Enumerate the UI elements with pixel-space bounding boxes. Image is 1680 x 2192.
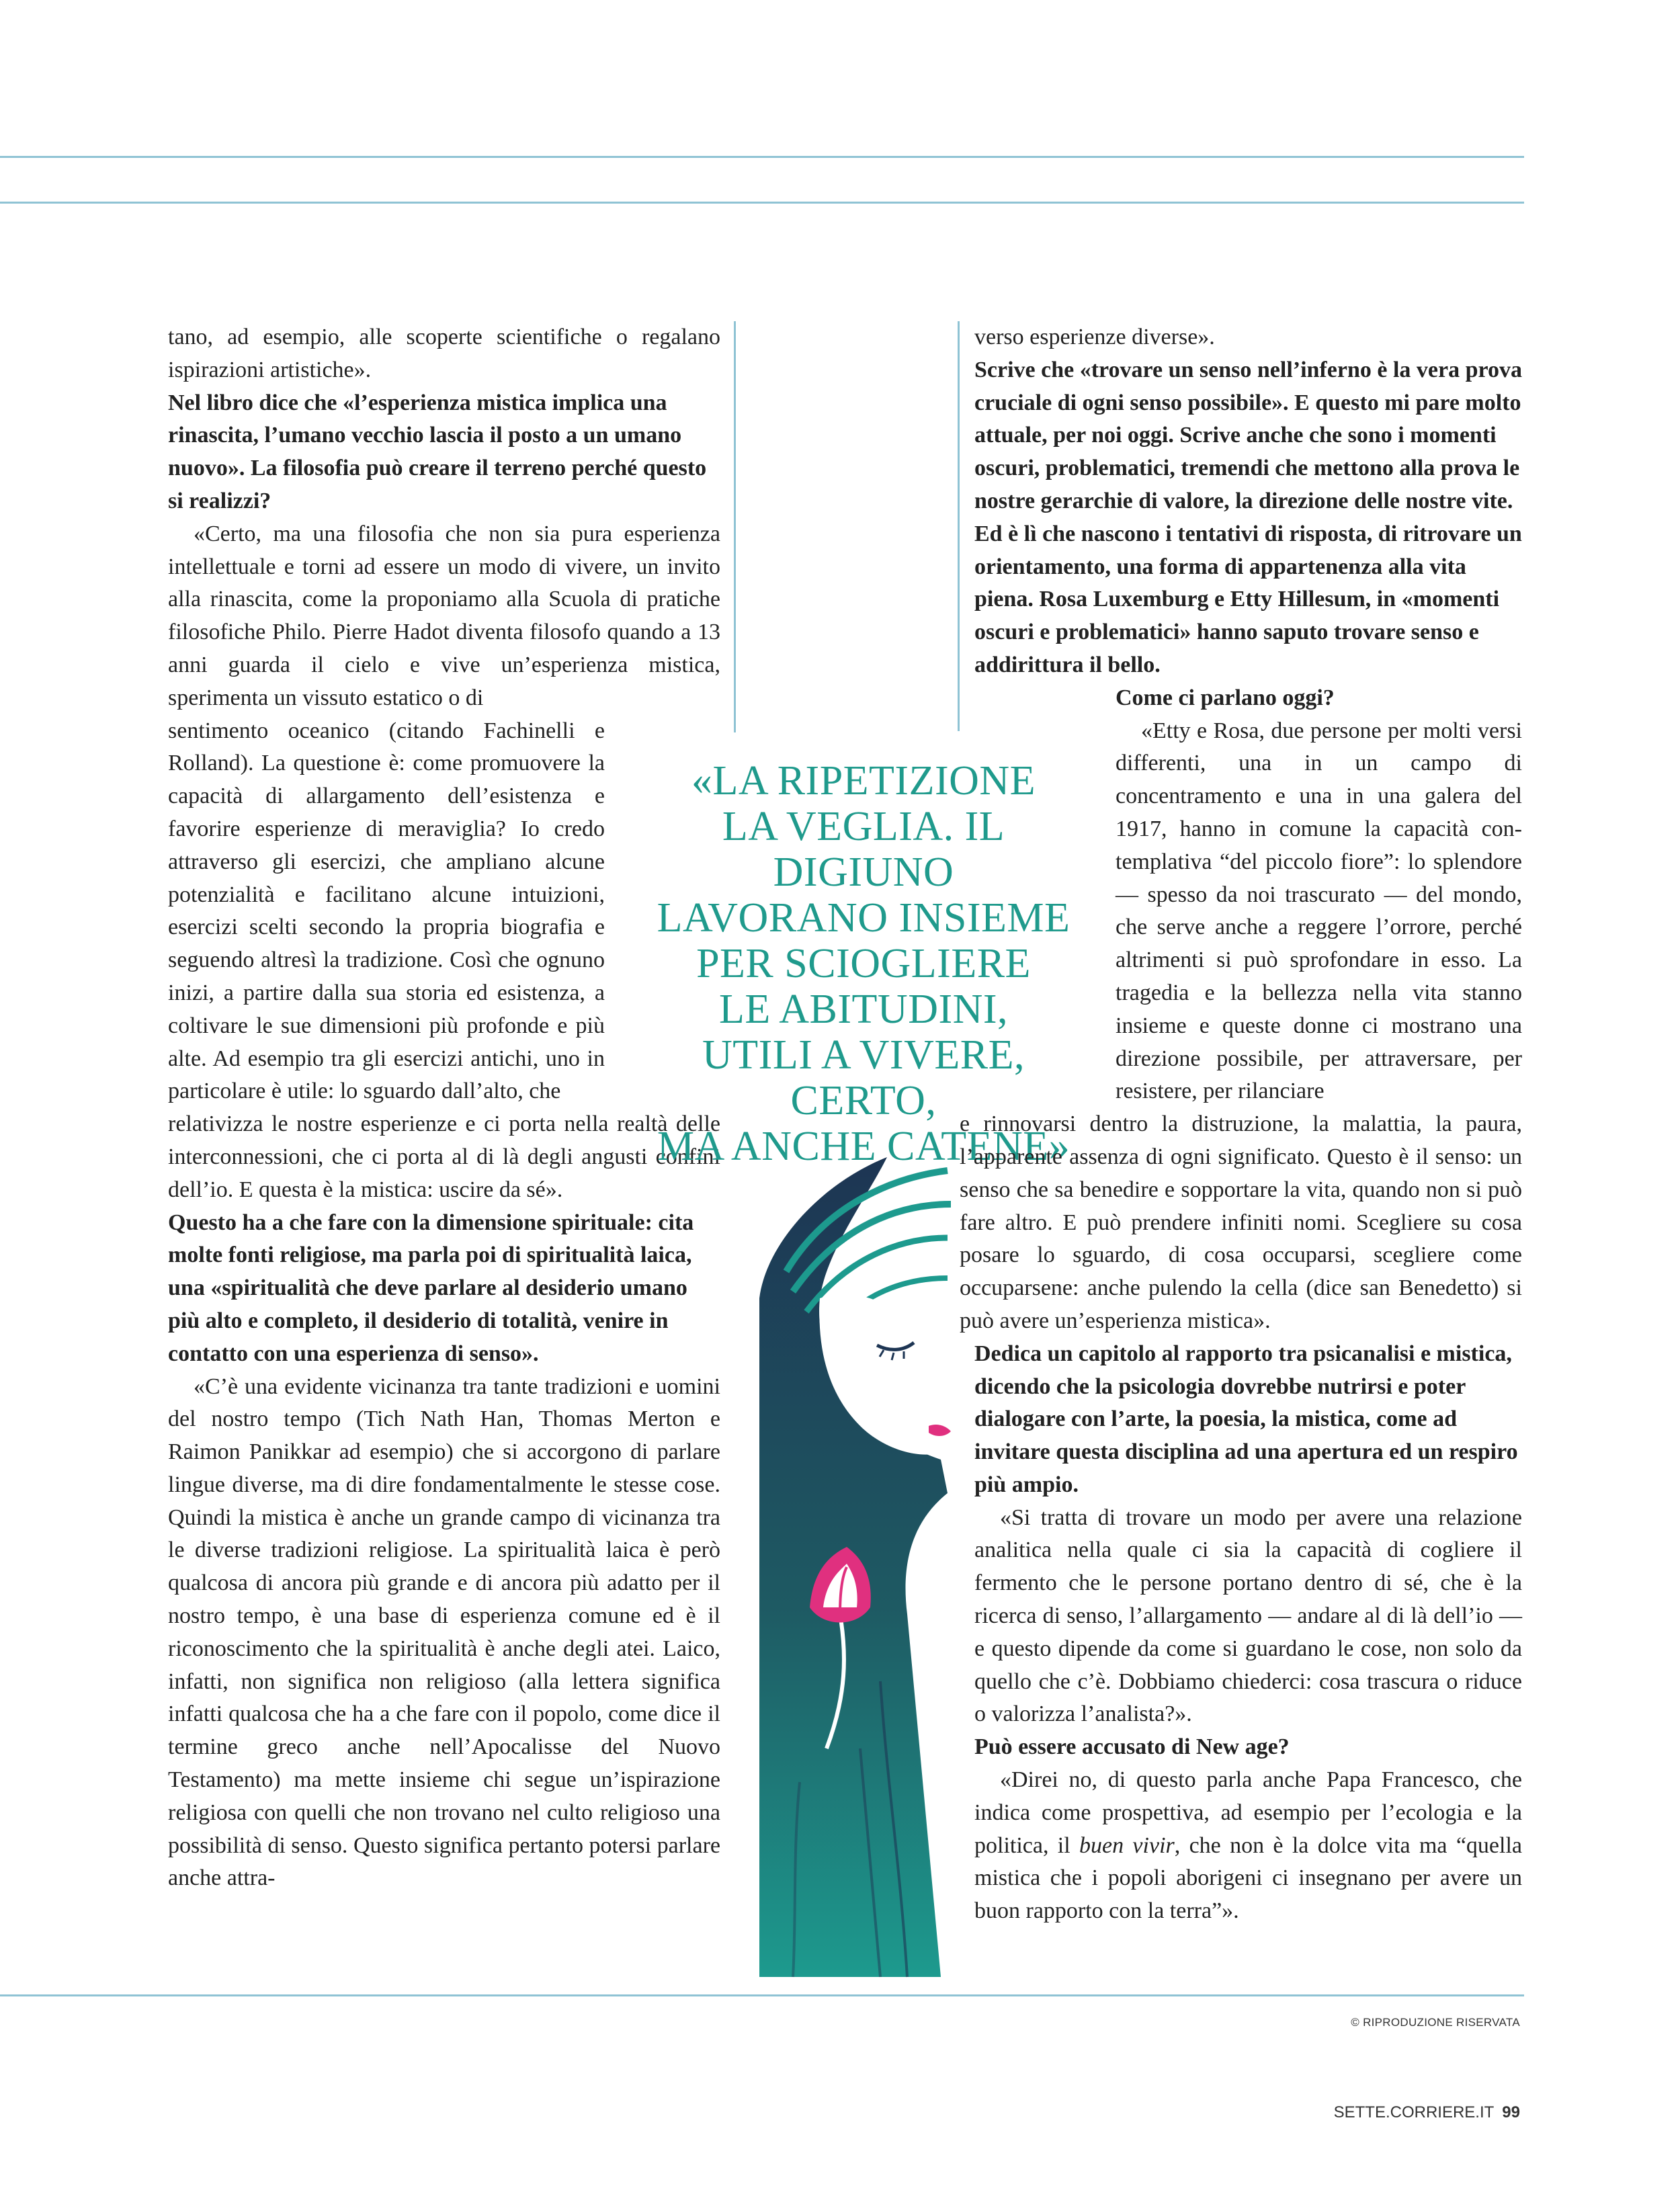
pull-quote-line: «LA RIPETIZIONE [691, 758, 1036, 804]
interview-question: Come ci parlano oggi? [1116, 685, 1335, 710]
woman-with-flower-illustration-icon [746, 1144, 954, 1984]
pull-quote-line: LE ABITUDINI, [718, 986, 1009, 1032]
pull-quote-line: UTILI A VIVERE, CERTO, [702, 1032, 1025, 1124]
interview-question: Può essere accusato di New age? [974, 1734, 1290, 1760]
interview-question: Questo ha a che fare con la dimensione spirituale: cita molte fonti religiose, ma parla poi di spiritualità laica, una «spiritualità che deve parlare al desiderio umano più alto e completo, il desiderio di totalità, venire in contatto con una esperienza di senso». [168, 1210, 694, 1366]
interview-answer [974, 1764, 1522, 1928]
pull-quote-line: LA VEGLIA. IL DIGIUNO [722, 804, 1005, 895]
interview-question: Nel libro dice che «l’esperienza mistica implica una rinascita, l’umano vecchio lascia il posto a un umano nuovo». La filosofia può creare il terreno perché questo si realizzi? [168, 390, 707, 513]
pull-quote-line: LAVORANO INSIEME [657, 895, 1070, 941]
interview-answer-end: relativizza le nostre esperienze e ci porta nella realtà delle interconnessioni, che ci porta al di là degli angusti confini dell’io. E questa è la mistica: uscire da sé». [168, 1111, 720, 1202]
pull-quote-line: MA ANCHE CATENE» [657, 1124, 1070, 1169]
bottom-rule [0, 1994, 1524, 1996]
right-column [960, 321, 1522, 1928]
folio [1334, 2103, 1520, 2122]
top-rule-2 [0, 202, 1524, 204]
right-paragraph: verso esperienze diverse». [974, 325, 1215, 349]
top-rule-1 [0, 156, 1524, 158]
interview-answer: «C’è una evidente vicinanza tra tante tradizioni e uomini del nostro tempo (Tich Nath Han, Thomas Merton e Raimon Panikkar ad esempio) che si accorgono di parlare lingue diverse, ma di dire fondamentalmente le stesse cose. Quindi la mistica è anche un grande campo di vicinanza tra le diverse tradizioni religiose. La spiritualità laica è però qualcosa di ancora più grande e di ancora più adatto per il nostro tempo, è una base di esperienza comune ed è il riconoscimento che la spiritualità è anche degli atei. Laico, infatti, non significa non religioso (alla lettera significa infatti qualcosa che ha a che fare con il popolo, come dice il termine greco anche nell’Apocalisse del Nuovo Testamento) ma mette insieme chi segue un’ispirazione religiosa con quelli che non trovano nel culto religioso una possibilità di senso. Questo significa pertanto potersi parlare anche attra- [168, 1374, 720, 1891]
left-paragraph: tano, ad esempio, alle scoperte scientifiche o regalano ispirazioni artistiche». [168, 325, 720, 382]
answer-italic: buen vivir [1079, 1832, 1175, 1858]
pull-quote-line: PER SCIOGLIERE [696, 941, 1031, 986]
column-divider-right [958, 321, 960, 731]
site-name: SETTE.CORRIERE.IT [1333, 2103, 1495, 2121]
answer-text: «Direi no, di questo parla anche Papa Francesco, che indica come prospettiva, ad esempio per l’ecologia e la politica, il [974, 1767, 1522, 1858]
interview-question: Scrive che «trovare un senso nell’inferno è la vera prova cruciale di ogni senso possibile». E questo mi pare molto attuale, per noi oggi. Scrive anche che sono i momenti oscuri, problematici, tremendi che mettono alla prova le nostre gerarchie di valore, la direzione delle nostre vite. Ed è lì che nascono i tentativi di risposta, di ritrovare un orientamento, una forma di appartenenza alla vita piena. Rosa Luxemburg e Etty Hillesum, in «momenti oscuri e problematici» hanno saputo trovare senso e addirittura il bello. [974, 357, 1522, 677]
interview-answer-wrap: «Etty e Rosa, due persone per molti versi differenti, una in un campo di concentramento e una in una galera del 1917, hanno in comune la capacità contemplativa “del piccolo fiore”: lo splendore — spesso da noi trascurato — del mondo, che serve anche a reggere l’orrore, perché altrimenti si può sprofondare in esso. La tragedia e la bellezza nella vita stanno insieme e queste donne ci mostrano una direzione possibile, per attraversare, per resistere, per rilanciare [1116, 718, 1522, 1104]
interview-answer: «Si tratta di trovare un modo per avere una relazione analitica nella quale ci sia la capacità di cogliere il fermento che le persone portano dentro di sé, che è la ricerca di senso, l’allargamento — andare al di là dell’io — e questo dipende da come si guardano le cose, non solo da quello che c’è. Dobbiamo chiederci: cosa trascura o riduce o valorizza l’analista?». [974, 1505, 1522, 1727]
interview-answer-wrap: sentimento oceanico (citando Fachinelli e Rolland). La questione è: come promuovere la capacità di allargamento dell’esistenza e favorire esperienze di meraviglia? Io credo attraverso gli esercizi, che ampliano alcune potenzialità e facilitano alcune intuizioni, esercizi scelti secondo la propria biografia e seguendo altresì la tradizione. Così che ognuno inizi, a partire dalla sua storia ed esistenza, a coltivare le sue dimensioni più profonde e più alte. Ad esempio tra gli esercizi antichi, uno in particolare è utile: lo sguardo dall’alto, che [168, 718, 605, 1104]
interview-question: Dedica un capitolo al rapporto tra psicanalisi e mistica, dicendo che la psicologia dovrebbe nutrirsi e poter dialogare con l’arte, la poesia, la mistica, come ad invitare questa disciplina ad una apertura ed un respiro più ampio. [974, 1341, 1518, 1497]
interview-answer: «Certo, ma una filosofia che non sia pura esperienza intellettuale e torni ad essere un modo di vivere, un invito alla rinascita, come la proponiamo alla Scuola di pratiche filosofiche Philo. Pierre Hadot diventa filosofo quando a 13 anni guarda il cielo e vive un’esperienza mistica, sperimenta un vissuto estatico o di [168, 521, 720, 710]
copyright-note: © RIPRODUZIONE RISERVATA [1351, 2016, 1520, 2029]
page-number: 99 [1502, 2103, 1520, 2121]
answer-text: , che non è la dolce vita ma “quella mistica che i popoli aborigeni ci insegnano per avere un buon rapporto con la terra”». [974, 1832, 1522, 1924]
interview-answer-end: e rinnovarsi dentro la distruzione, la malattia, la paura, l’apparente assenza di ogni significato. Questo è il senso: un senso che sa benedire e sopportare la vita, quando non si può fare altro. E può prendere infiniti nomi. Scegliere su cosa posare lo sguardo, di cosa occuparsi, scegliere come occuparsene: anche pulendo la cella (dice san Benedetto) si può avere un’esperienza mistica». [960, 1111, 1522, 1333]
column-divider-left [734, 321, 736, 732]
